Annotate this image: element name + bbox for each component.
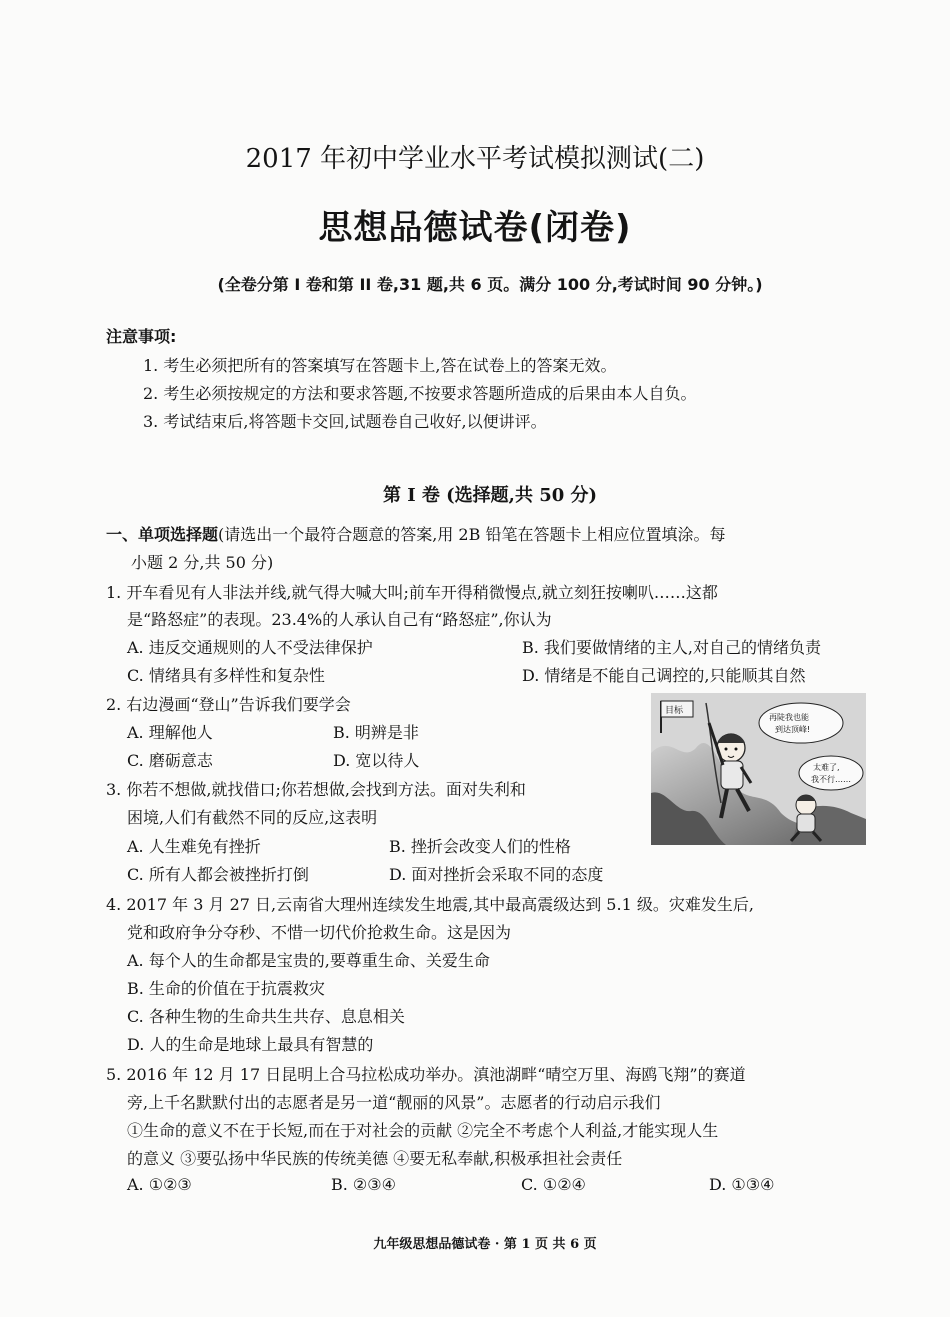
notice-item-1: 1. 考生必须把所有的答案填写在答题卡上,答在试卷上的答案无效。 [143, 356, 617, 375]
q5-option-b: B. ②③④ [331, 1175, 396, 1194]
sitter-speech-line-2: 我不行…… [811, 775, 851, 784]
part-instruction-text: (请选出一个最符合题意的答案,用 2B 铅笔在答题卡上相应位置填涂。每 [218, 525, 726, 544]
climber-speech-line-2: 到达顶峰! [775, 725, 811, 734]
q5-option-a: A. ①②③ [127, 1175, 192, 1194]
part-instruction-line-2: 小题 2 分,共 50 分) [131, 553, 274, 572]
q5-option-c: C. ①②④ [521, 1175, 586, 1194]
q3-option-a: A. 人生难免有挫折 [127, 837, 261, 856]
subject-title: 思想品德试卷(闭卷) [318, 208, 632, 248]
section-title: 第 I 卷 (选择题,共 50 分) [382, 485, 598, 506]
sitter-speech-bubble [799, 756, 863, 790]
q2-option-d: D. 宽以待人 [333, 751, 420, 770]
page-footer: 九年级思想品德试卷 · 第 1 页 共 6 页 [373, 1237, 597, 1252]
climber-speech-line-1: 再陡我也能 [769, 713, 809, 722]
q1-stem-line-2: 是“路怒症”的表现。23.4%的人承认自己有“路怒症”,你认为 [127, 610, 552, 629]
q3-stem-line-2: 困境,人们有截然不同的反应,这表明 [127, 808, 378, 827]
q5-stem-line-3: ①生命的意义不在于长短,而在于对社会的贡献 ②完全不考虑个人利益,才能实现人生 [127, 1121, 719, 1140]
q4-stem-line-1: 4. 2017 年 3 月 27 日,云南省大理州连续发生地震,其中最高震级达到 5.1 级。灾难发生后, [106, 895, 754, 914]
part-label: 一、单项选择题 [106, 525, 219, 544]
q2-stem: 2. 右边漫画“登山”告诉我们要学会 [106, 695, 351, 714]
cartoon-sign-text: 目标 [665, 706, 684, 716]
q1-option-b: B. 我们要做情绪的主人,对自己的情绪负责 [522, 638, 822, 657]
q1-stem-line-1: 1. 开车看见有人非法并线,就气得大喊大叫;前车开得稍微慢点,就立刻狂按喇叭……这都 [106, 583, 718, 602]
q1-option-d: D. 情绪是不能自己调控的,只能顺其自然 [522, 666, 806, 685]
sitter-speech-line-1: 太难了, [813, 763, 840, 772]
q3-stem-line-1: 3. 你若不想做,就找借口;你若想做,会找到方法。面对失利和 [106, 780, 526, 799]
q5-stem-line-2: 旁,上千名默默付出的志愿者是另一道“靓丽的风景”。志愿者的行动启示我们 [127, 1093, 661, 1112]
climbing-cartoon [651, 693, 866, 845]
notice-item-3: 3. 考试结束后,将答题卡交回,试题卷自己收好,以便讲评。 [143, 412, 547, 431]
q1-option-c: C. 情绪具有多样性和复杂性 [127, 666, 325, 685]
part-instruction-line-1 [106, 522, 725, 545]
q4-option-a: A. 每个人的生命都是宝贵的,要尊重生命、关爱生命 [127, 951, 490, 970]
q4-stem-line-2: 党和政府争分夺秒、不惜一切代价抢救生命。这是因为 [127, 923, 512, 942]
exam-info: (全卷分第 I 卷和第 II 卷,31 题,共 6 页。满分 100 分,考试时间 90 分钟。) [217, 275, 763, 294]
climber-speech-bubble [759, 703, 843, 743]
q4-option-b: B. 生命的价值在于抗震救灾 [127, 979, 325, 998]
q3-option-d: D. 面对挫折会采取不同的态度 [389, 865, 604, 884]
q4-option-d: D. 人的生命是地球上最具有智慧的 [127, 1035, 374, 1054]
q5-option-d: D. ①③④ [709, 1175, 775, 1194]
q5-stem-line-4: 的意义 ③要弘扬中华民族的传统美德 ④要无私奉献,积极承担社会责任 [127, 1149, 623, 1168]
exam-title: 2017 年初中学业水平考试模拟测试(二) [245, 144, 705, 174]
climbing-cartoon-drawing [651, 693, 866, 845]
q5-stem-line-1: 5. 2016 年 12 月 17 日昆明上合马拉松成功举办。滇池湖畔“晴空万里、海鸥飞翔”的赛道 [106, 1065, 746, 1084]
q3-option-b: B. 挫折会改变人们的性格 [389, 837, 571, 856]
q2-option-c: C. 磨砺意志 [127, 751, 213, 770]
q1-option-a: A. 违反交通规则的人不受法律保护 [127, 638, 373, 657]
q2-option-a: A. 理解他人 [127, 723, 213, 742]
q3-option-c: C. 所有人都会被挫折打倒 [127, 865, 309, 884]
q4-option-c: C. 各种生物的生命共生共存、息息相关 [127, 1007, 405, 1026]
notice-item-2: 2. 考生必须按规定的方法和要求答题,不按要求答题所造成的后果由本人自负。 [143, 384, 697, 403]
notice-heading: 注意事项: [106, 327, 177, 346]
q2-option-b: B. 明辨是非 [333, 723, 419, 742]
